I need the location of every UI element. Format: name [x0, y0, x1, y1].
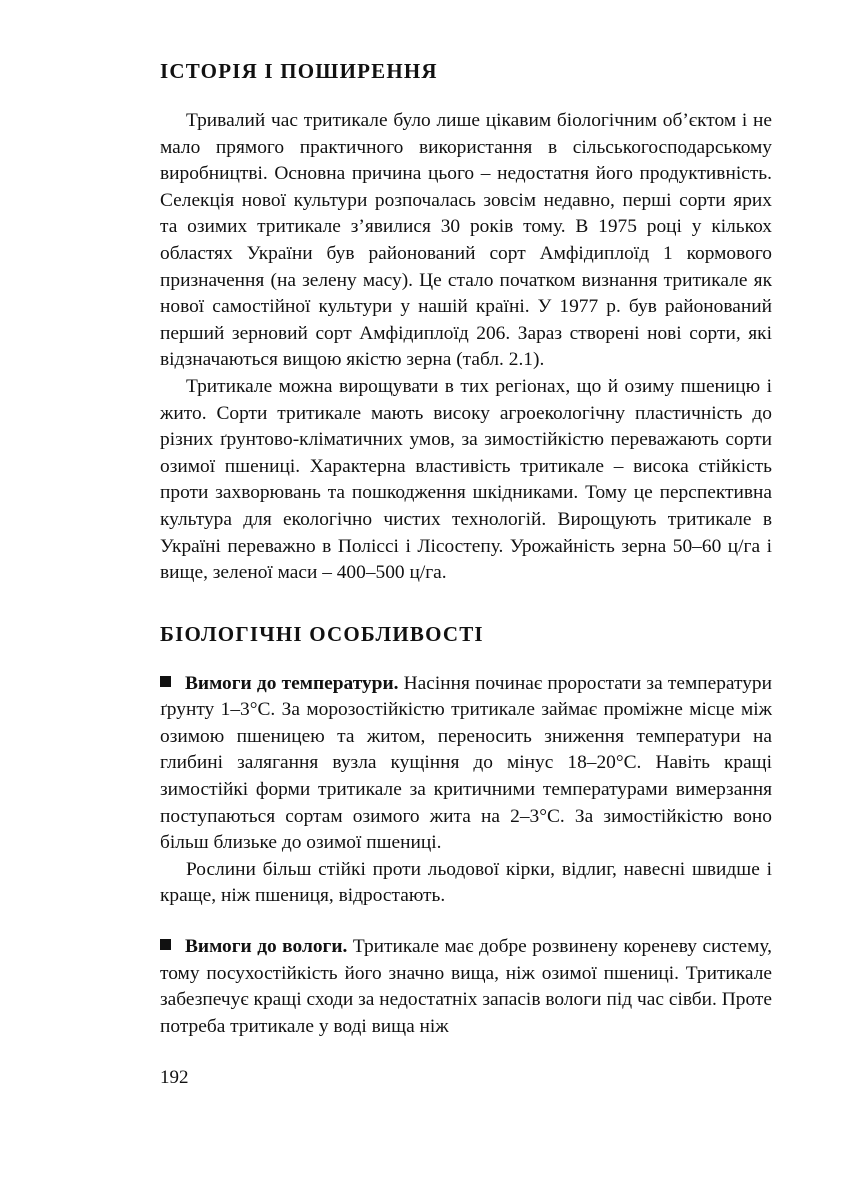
section-title-biology: БІОЛОГІЧНІ ОСОБЛИВОСТІ — [160, 621, 484, 646]
section-title-history: ІСТОРІЯ І ПОШИРЕННЯ — [160, 59, 438, 83]
temperature-lead: Вимоги до температури. — [185, 672, 399, 694]
moisture-paragraph — [160, 934, 772, 1040]
moisture-lead: Вимоги до вологи. — [185, 936, 348, 958]
temperature-extra-paragraph: Рослини більш стійкі проти льодової кірки, відлиг, навесні швидше і краще, ніж пшениця, відростають. — [160, 858, 772, 907]
history-paragraph-1: Тривалий час тритикале було лише цікавим біологічним об’єктом і не мало прямого практичного використання в сільськогосподарському виробництві. Основна причина цього – недостатня його продуктивність. Селекція нової культури розпочалась зовсім недавно, перші сорти ярих та озимих тритикале з’явилися 30 років тому. В 1975 році у кількох областях України був районований сорт Амфідиплоїд 1 кормового призначення (на зелену масу). Це стало початком визнання тритикале як нової самостійної культури у нашій країні. У 1977 р. був районований перший зерновий сорт Амфідиплоїд 206. Зараз створені нові сорти, які відзначаються вищою якістю зерна (табл. 2.1). — [160, 110, 772, 371]
temperature-paragraph — [160, 671, 772, 857]
temperature-text: Насіння починає проростати за температури ґрунту 1–3°С. За морозостійкістю тритикале займає проміжне місце між озимою пшеницею та житом, переносить зниження температури на глибині залягання вузла кущіння до мінус 18–20°С. Навіть кращі зимостійкі форми тритикале за критичними температурами вимерзання поступаються сортам озимого жита на 2–3°С. За зимостійкістю воно більш близьке до озимої пшениці. — [160, 672, 773, 854]
history-paragraph-2: Тритикале можна вирощувати в тих регіонах, що й озиму пшеницю і жито. Сорти тритикале мають високу агроекологічну пластичність до різних ґрунтово-кліматичних умов, за зимостійкістю переважають сорти озимої пшениці. Характерна властивість тритикале – висока стійкість проти захворювань та пошкодження шкідниками. Тому це перспективна культура для екологічно чистих технологій. Вирощують тритикале в Україні переважно в Поліссі і Лісостепу. Урожайність зерна 50–60 ц/га і вище, зеленої маси – 400–500 ц/га. — [160, 375, 772, 584]
square-bullet-icon — [160, 676, 171, 687]
page-number: 192 — [160, 1067, 189, 1088]
moisture-text: Тритикале має добре розвинену кореневу систему, тому посухостійкість його значно вища, ніж озимої пшениці. Тритикале забезпечує кращі сходи за недостатніх запасів вологи під час сівби. Проте потреба тритикале у воді вища ніж — [160, 936, 772, 1037]
square-bullet-icon — [160, 939, 171, 950]
page-body — [160, 56, 772, 1040]
